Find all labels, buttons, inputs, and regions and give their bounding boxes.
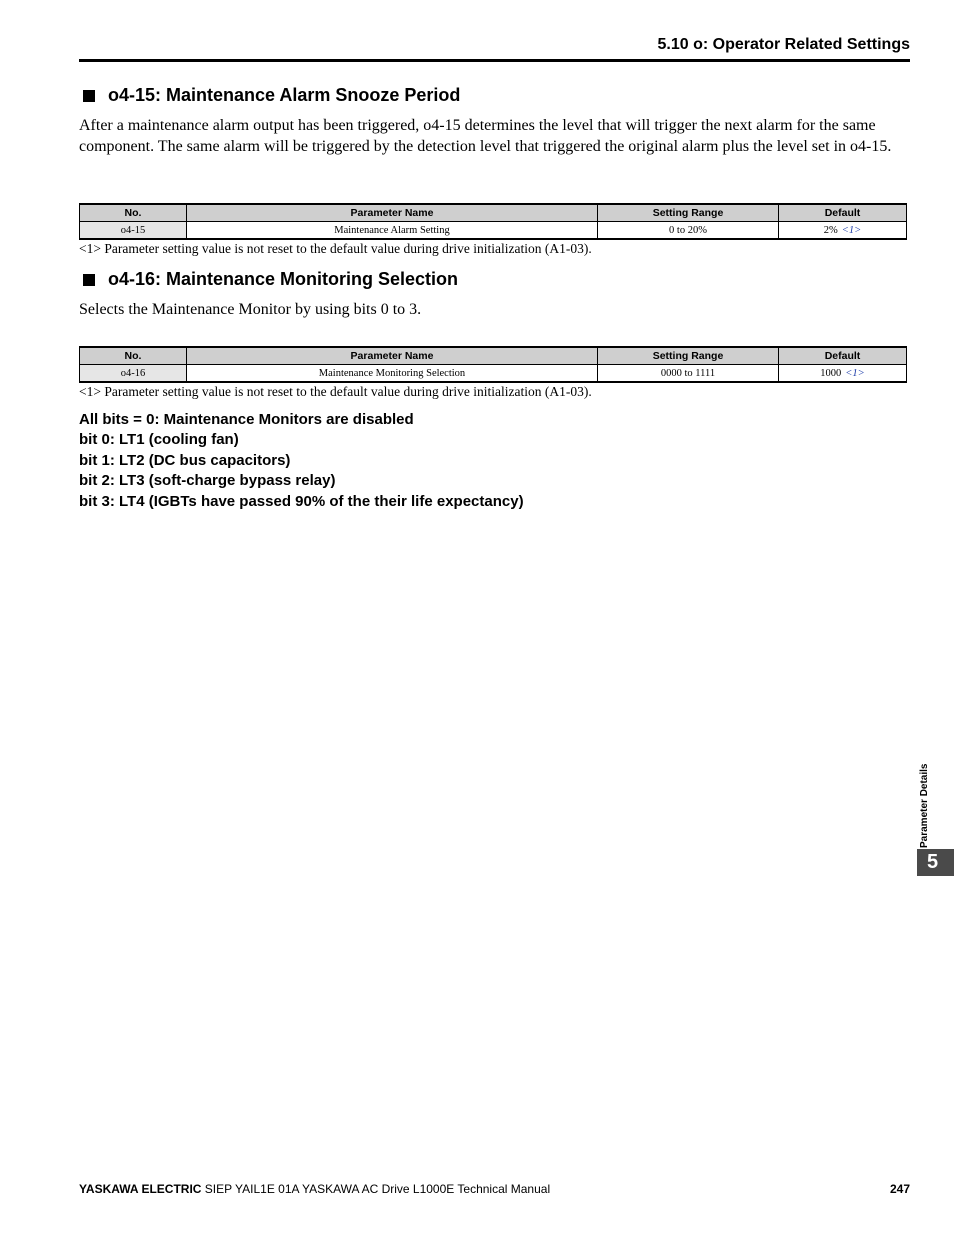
section-paragraph: After a maintenance alarm output has been triggered, o4-15 determines the level that will trigger the next alarm for the same component. The same alarm will be triggered by the detection level that triggered the original alarm plus the level set in o4-15. (79, 117, 892, 155)
table-header-row (80, 204, 907, 222)
parameter-table-o4-16 (79, 346, 907, 383)
column-header: Default (779, 347, 907, 365)
page-footer (79, 1182, 910, 1196)
parameter-name: Maintenance Alarm Setting (187, 222, 598, 240)
parameter-number: o4-15 (80, 222, 187, 240)
header-rule (79, 59, 910, 62)
parameter-number: o4-16 (80, 365, 187, 383)
page-number: 247 (889, 1182, 910, 1196)
default-value: 2% (823, 224, 838, 236)
column-header: Setting Range (598, 347, 779, 365)
column-header: No. (80, 204, 187, 222)
default-cell (779, 365, 907, 383)
parameter-name: Maintenance Monitoring Selection (187, 365, 598, 383)
table-header-row (80, 347, 907, 365)
section-paragraph: Selects the Maintenance Monitor by using bits 0 to 3. (79, 301, 422, 318)
column-header: Setting Range (598, 204, 779, 222)
table-row (80, 365, 907, 383)
setting-range: 0000 to 1111 (598, 365, 779, 383)
bit-definition-list (79, 410, 524, 512)
bit-definition: bit 2: LT3 (soft-charge bypass relay) (79, 472, 336, 490)
square-bullet-icon (83, 274, 95, 286)
default-value: 1000 (820, 367, 842, 379)
bit-definition: bit 0: LT1 (cooling fan) (79, 431, 239, 449)
section-heading-o4-16 (83, 269, 458, 290)
footnote-reference-link[interactable]: <1> (845, 367, 865, 379)
section-heading-text: o4-15: Maintenance Alarm Snooze Period (108, 85, 461, 105)
table-footnote: <1> Parameter setting value is not reset to the default value during drive initialization (A1-03). (79, 384, 592, 399)
bit-definition: All bits = 0: Maintenance Monitors are disabled (79, 411, 414, 428)
column-header: Parameter Name (187, 204, 598, 222)
section-heading-text: o4-16: Maintenance Monitoring Selection (108, 269, 459, 289)
default-cell (779, 222, 907, 240)
column-header: No. (80, 347, 187, 365)
running-header: 5.10 o: Operator Related Settings (657, 36, 910, 53)
footer-company: YASKAWA ELECTRIC (79, 1182, 202, 1196)
table-row (80, 222, 907, 240)
chapter-tab: 5 (917, 849, 954, 876)
table-footnote: <1> Parameter setting value is not reset to the default value during drive initialization (A1-03). (79, 241, 592, 256)
bit-definition: bit 1: LT2 (DC bus capacitors) (79, 451, 291, 469)
setting-range: 0 to 20% (598, 222, 779, 240)
column-header: Default (779, 204, 907, 222)
column-header: Parameter Name (187, 347, 598, 365)
square-bullet-icon (83, 90, 95, 102)
bit-definition: bit 3: LT4 (IGBTs have passed 90% of the their life expectancy) (79, 492, 524, 510)
footer-manual-title: SIEP YAIL1E 01A YASKAWA AC Drive L1000E Technical Manual (201, 1182, 551, 1196)
footnote-reference-link[interactable]: <1> (841, 224, 862, 236)
parameter-table-o4-15 (79, 203, 907, 240)
section-heading-o4-15 (83, 85, 460, 106)
side-tab-label: Parameter Details (919, 763, 930, 848)
